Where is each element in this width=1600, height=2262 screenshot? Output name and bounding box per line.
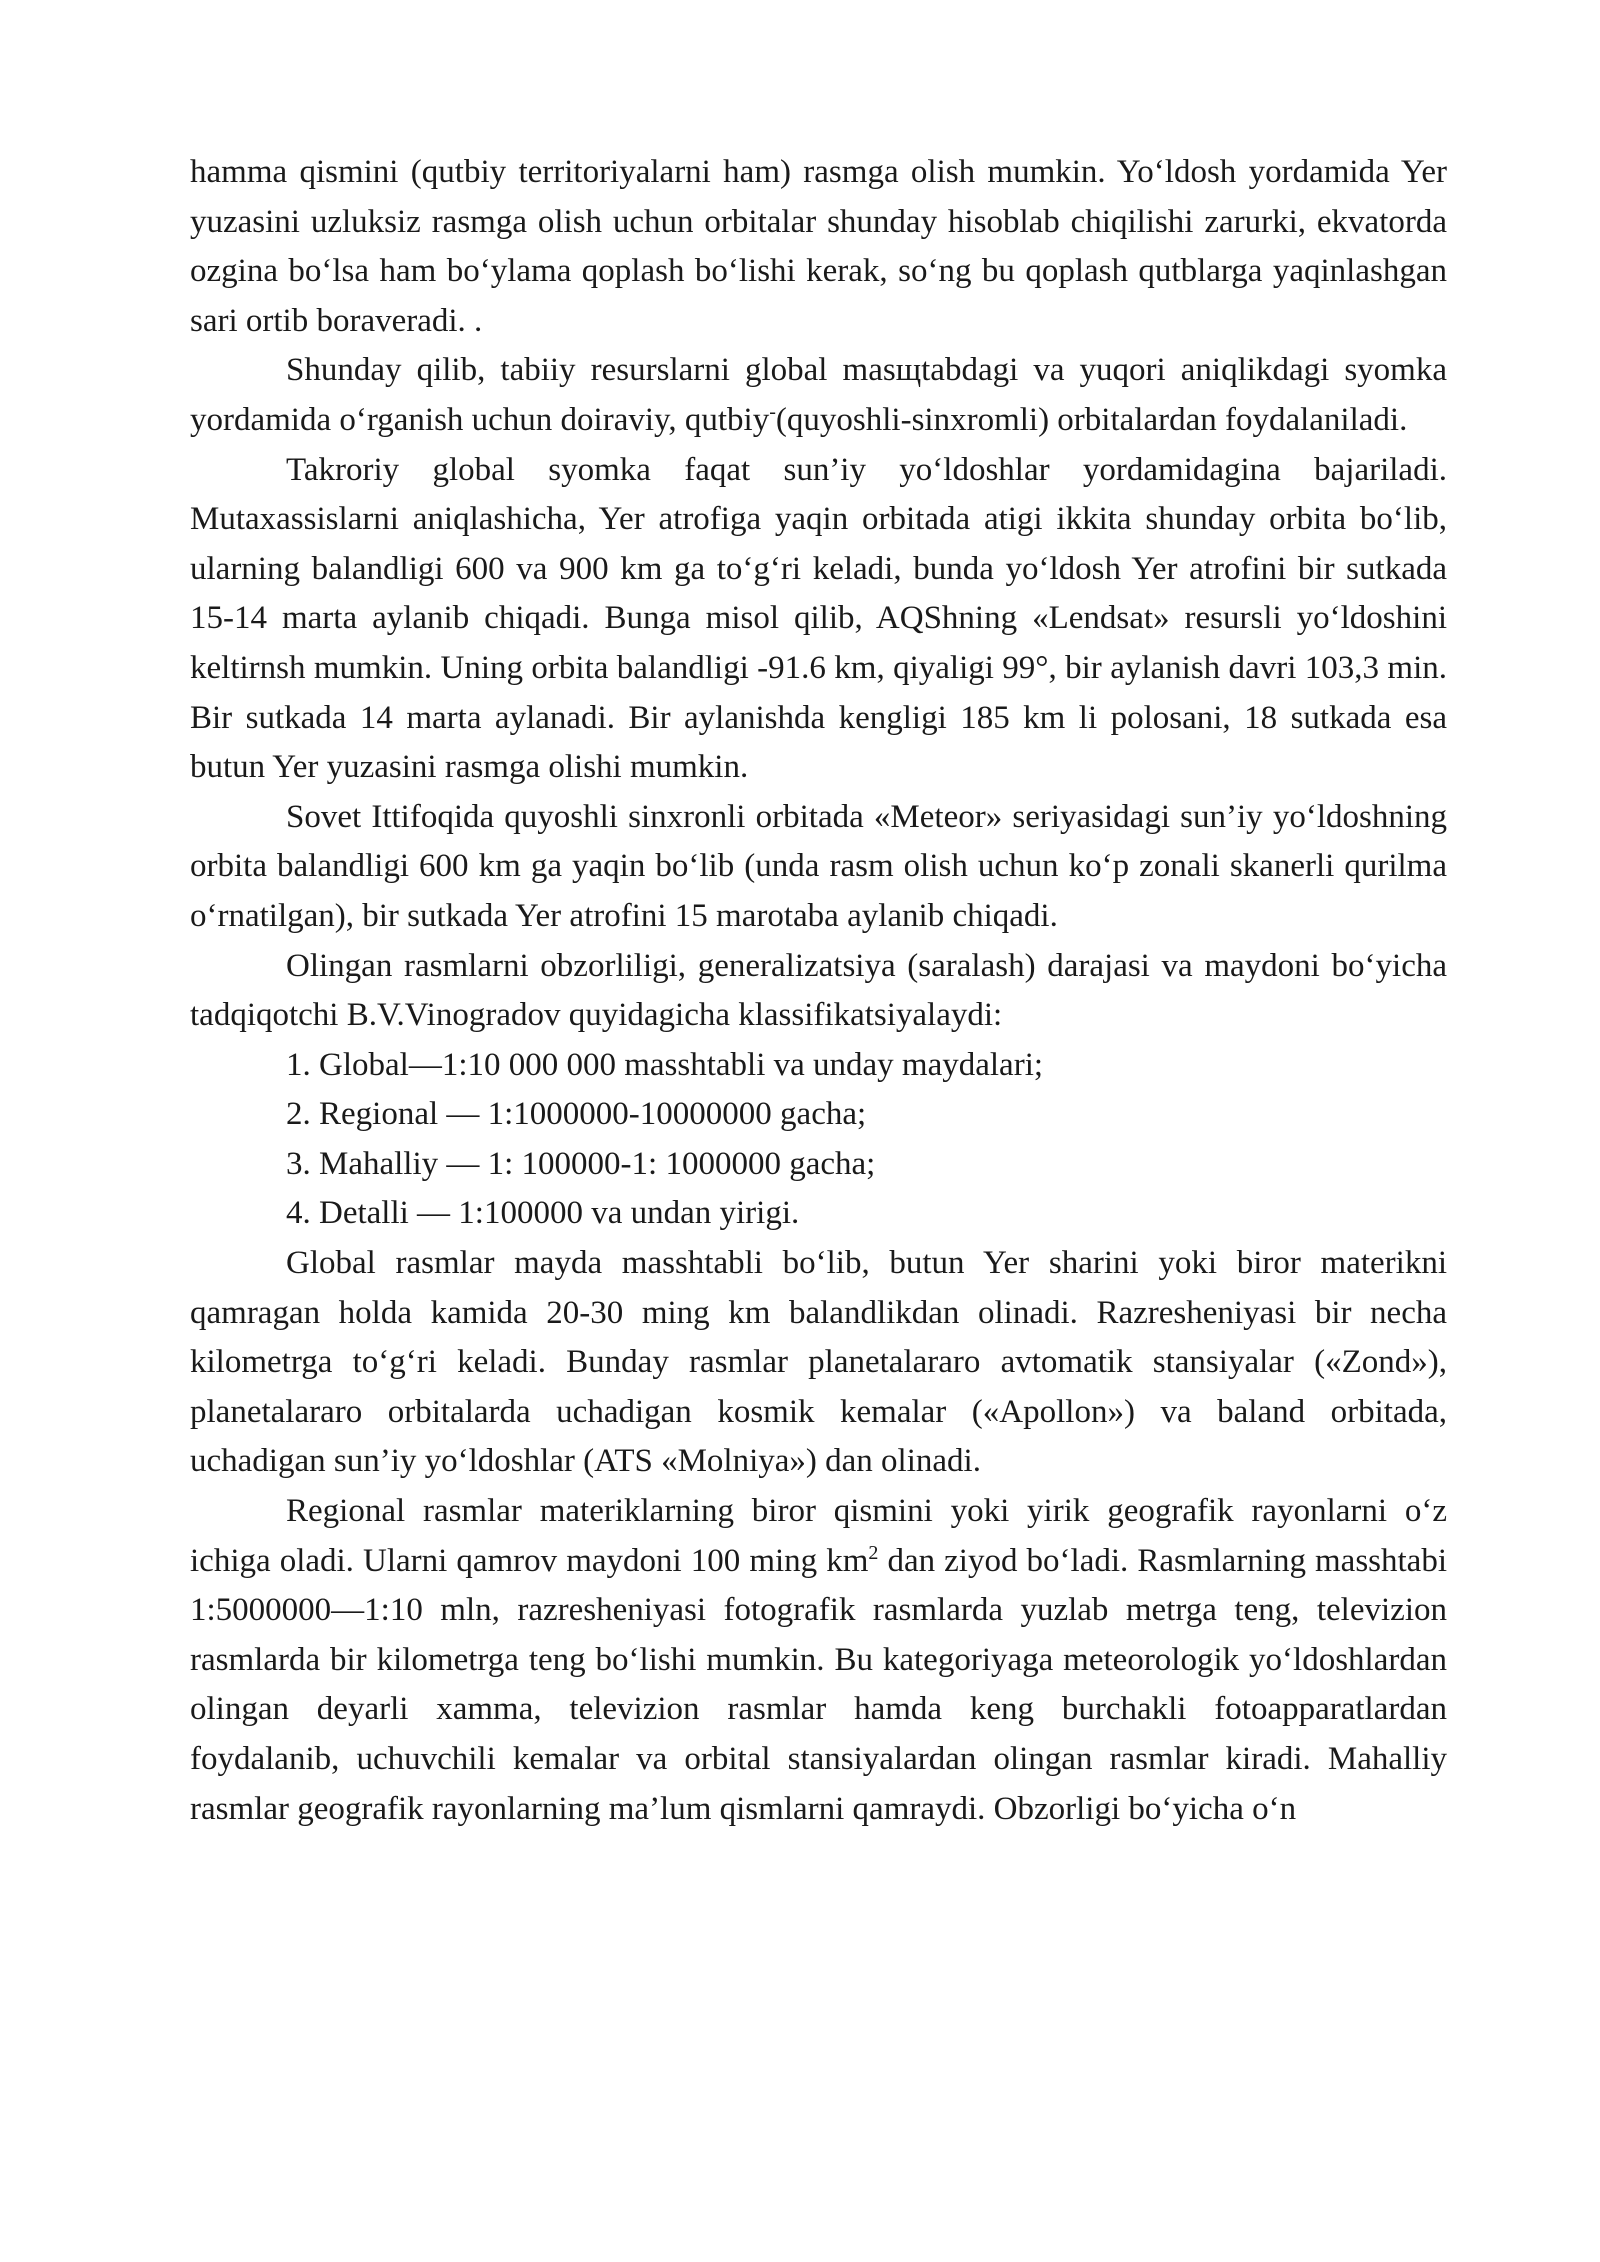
paragraph-global-images: Global rasmlar mayda masshtabli bo‘lib, butun Yer sharini yoki biror materikni qamragan holda kamida 20-30 ming km balandlikdan olinadi. Razresheniyasi bir necha kilometrga to‘g‘ri keladi. Bunday rasmlar planetalararo avtomatik stansiyalar («Zond»), planetalararo orbitalarda uchadigan kosmik kemalar («Apollon») va baland orbitada, uchadigan sun’iy yo‘ldoshlar (ATS «Molniya») dan olinadi. <box>190 1245 1447 1480</box>
paragraph-polar-orbits-text-after: (quyoshli-sinxromli) orbitalardan foydalaniladi. <box>775 401 1408 438</box>
superscript-km-squared: 2 <box>868 1541 879 1564</box>
list-item-regional: 2. Regional — 1:1000000-10000000 gacha; <box>286 1096 867 1133</box>
document-page <box>190 148 1447 1834</box>
paragraph-regional-images-text-before: Regional rasmlar materiklarning biror qismini yoki yirik geografik rayonlarni o‘z ichiga oladi. Ularni qamrov maydoni 100 ming km <box>190 1493 1447 1579</box>
list-item-detailed: 4. Detalli — 1:100000 va undan yirigi. <box>286 1195 800 1232</box>
paragraph-regional-images <box>190 1487 1447 1834</box>
paragraph-classification-intro: Olingan rasmlarni obzorliligi, generalizatsiya (saralash) darajasi va maydoni bo‘yicha tadqiqotchi B.V.Vinogradov quyidagicha klassifikatsiyalaydi: <box>190 947 1447 1034</box>
list-item-global: 1. Global—1:10 000 000 masshtabli va unday maydalari; <box>286 1046 1044 1083</box>
paragraph-polar-orbits <box>190 346 1447 445</box>
paragraph-polar-orbits-text-before: Shunday qilib, tabiiy resurslarni global masщtabdagi va yuqori aniqlikdagi syomka yordamida o‘rganish uchun doiraviy, qutbiy <box>190 352 1447 438</box>
paragraph-orbits-coverage: hamma qismini (qutbiy territoriyalarni ham) rasmga olish mumkin. Yo‘ldosh yordamida Yer yuzasini uzluksiz rasmga olish uchun orbitalar shunday hisoblab chiqilishi zarurki, ekvatorda ozgina bo‘lsa ham bo‘ylama qoplash bo‘lishi kerak, so‘ng bu qoplash qutblarga yaqinlashgan sari ortib boraveradi. . <box>190 154 1447 339</box>
list-item-local: 3. Mahalliy — 1: 100000-1: 1000000 gacha; <box>286 1145 876 1182</box>
paragraph-regional-images-text-after: dan ziyod bo‘ladi. Rasmlarning masshtabi 1:5000000—1:10 mln, razresheniyasi fotografik rasmlarda yuzlab metrga teng, televizion rasmlarda bir kilometrga teng bo‘lishi mumkin. Bu kategoriyaga meteorologik yo‘ldoshlardan olingan deyarli xamma, televizion rasmlar hamda keng burchakli fotoapparatlardan foydalanib, uchuvchili kemalar va orbital stansiyalardan olingan rasmlar kiradi. Mahalliy rasmlar geografik rayonlarning ma’lum qismlarni qamraydi. Obzorligi bo‘yicha o‘n <box>190 1542 1448 1827</box>
superscript-mark: - <box>769 400 776 423</box>
paragraph-meteor-satellite: Sovet Ittifoqida quyoshli sinxronli orbitada «Meteor» seriyasidagi sun’iy yo‘ldoshning orbita balandligi 600 km ga yaqin bo‘lib (unda rasm olish uchun ko‘p zonali skanerli qurilma o‘rnatilgan), bir sutkada Yer atrofini 15 marotaba aylanib chiqadi. <box>190 798 1447 934</box>
paragraph-global-survey: Takroriy global syomka faqat sun’iy yo‘ldoshlar yordamidagina bajariladi. Mutaxassislarni aniqlashicha, Yer atrofiga yaqin orbitada atigi ikkita shunday orbita bo‘lib, ularning balandligi 600 va 900 km ga to‘g‘ri keladi, bunda yo‘ldosh Yer atrofini bir sutkada 15-14 marta aylanib chiqadi. Bunga misol qilib, AQShning «Lendsat» resursli yo‘ldoshini keltirnsh mumkin. Uning orbita balandligi -91.6 km, qiyaligi 99°, bir aylanish davri 103,3 min. Bir sutkada 14 marta aylanadi. Bir aylanishda kengligi 185 km li polosani, 18 sutkada esa butun Yer yuzasini rasmga olishi mumkin. <box>190 451 1447 786</box>
